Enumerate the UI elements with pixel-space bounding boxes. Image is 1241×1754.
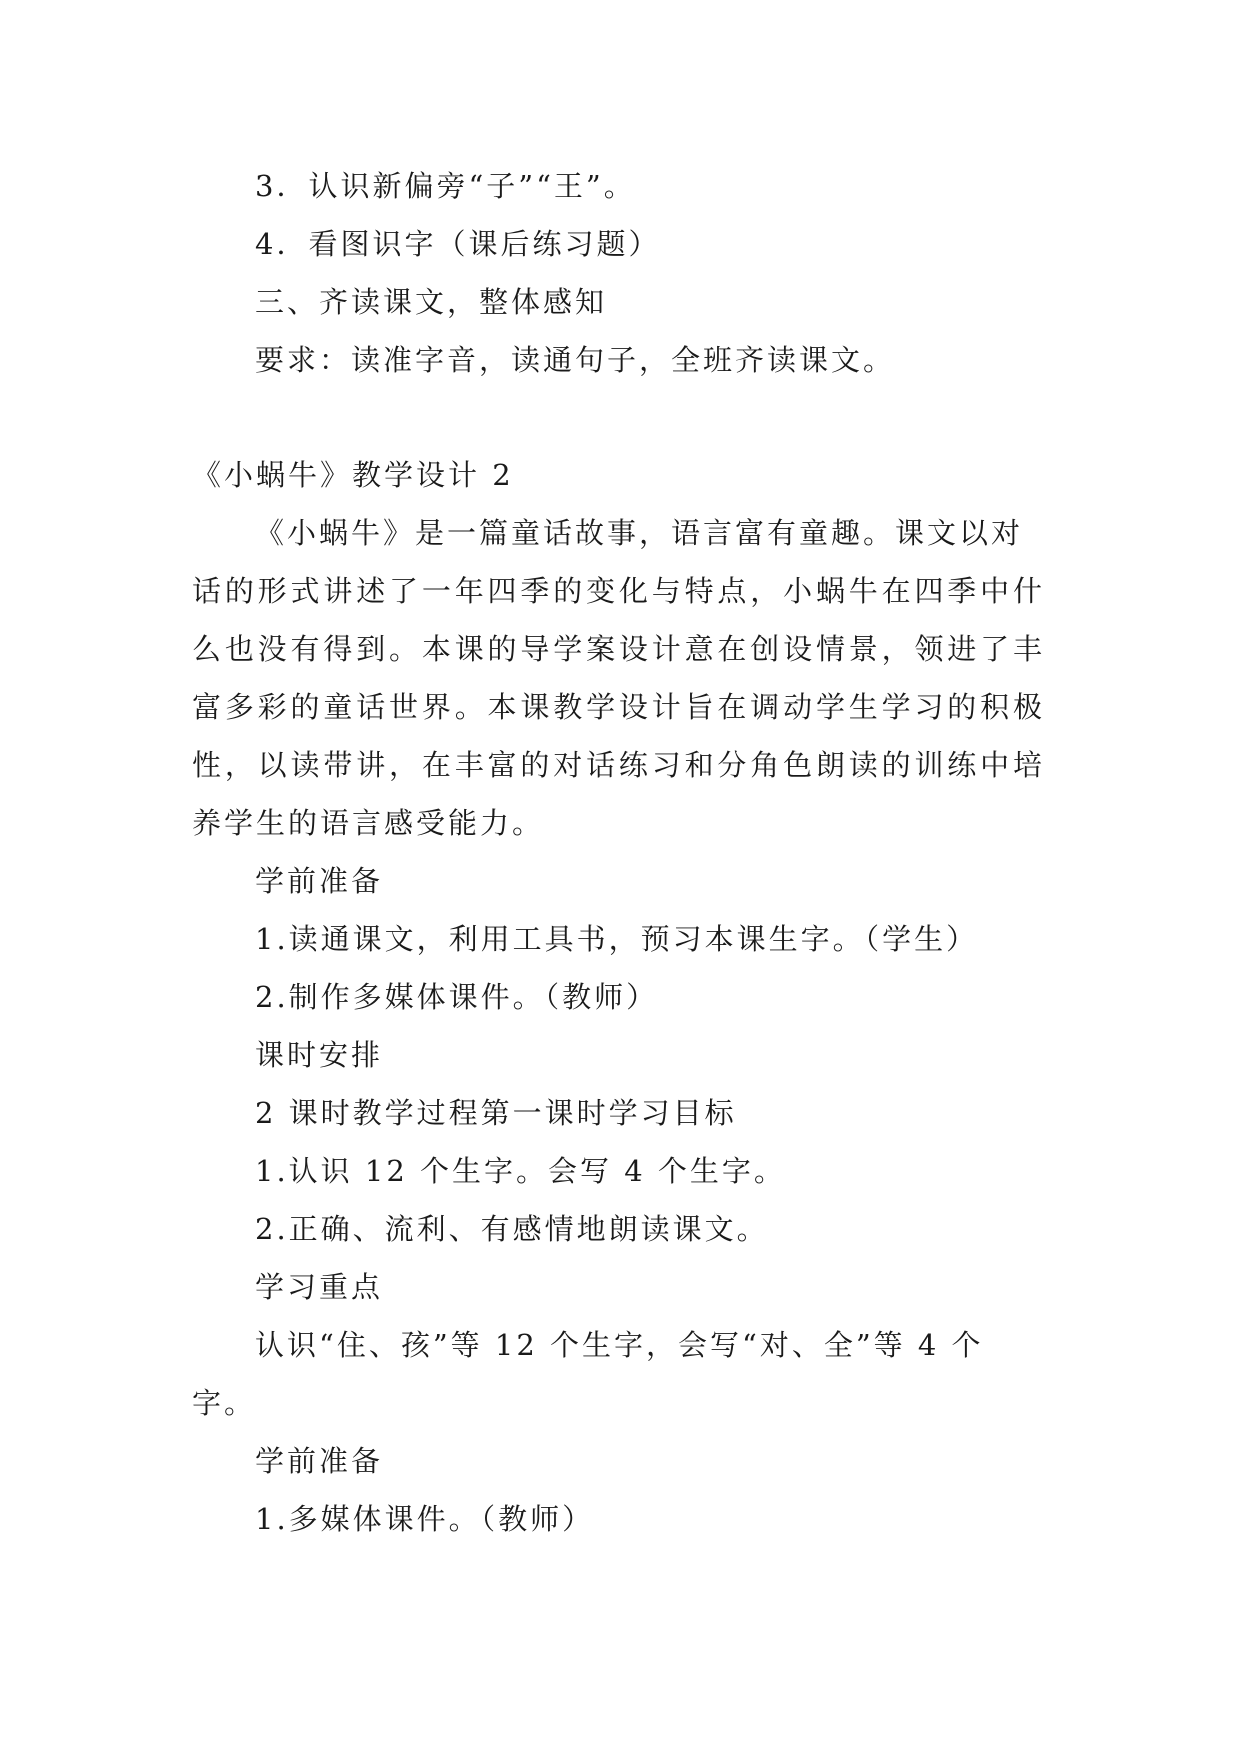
prep-heading-1: 学前准备 [255, 864, 384, 898]
goal-2: 2.正确、流利、有感情地朗读课文。 [255, 1212, 769, 1246]
requirement-text: 要求：读准字音，读通句子，全班齐读课文。 [255, 343, 896, 377]
key-points-line-1: 认识“住、孩”等 12 个生字，会写“对、全”等 4 个 [255, 1328, 984, 1362]
key-points-heading: 学习重点 [255, 1270, 384, 1304]
article-title: 《小蜗牛》教学设计 2 [192, 458, 514, 492]
prep-item-2: 2.制作多媒体课件。（教师） [255, 980, 659, 1014]
goal-1: 1.认识 12 个生字。会写 4 个生字。 [255, 1154, 786, 1188]
intro-line-5: 性，以读带讲，在丰富的对话练习和分角色朗读的训练中培 [192, 748, 1045, 782]
intro-line-4: 富多彩的童话世界。本课教学设计旨在调动学生学习的积极 [192, 690, 1045, 724]
section-heading-3: 三、齐读课文，整体感知 [255, 285, 608, 319]
key-points-line-2: 字。 [192, 1386, 257, 1420]
prep-heading-2: 学前准备 [255, 1444, 384, 1478]
list-item-3: 3．认识新偏旁“子”“王”。 [255, 169, 636, 203]
schedule-heading: 课时安排 [255, 1038, 384, 1072]
prep2-item-1: 1.多媒体课件。（教师） [255, 1502, 595, 1536]
intro-line-3: 么也没有得到。本课的导学案设计意在创设情景，领进了丰 [192, 632, 1045, 666]
intro-line-1: 《小蜗牛》是一篇童话故事，语言富有童趣。课文以对 [255, 516, 1024, 550]
intro-line-6: 养学生的语言感受能力。 [192, 806, 545, 840]
list-item-4: 4．看图识字（课后练习题） [255, 227, 661, 261]
intro-line-2: 话的形式讲述了一年四季的变化与特点，小蜗牛在四季中什 [192, 574, 1045, 608]
schedule-detail: 2 课时教学过程第一课时学习目标 [255, 1096, 737, 1130]
prep-item-1: 1.读通课文，利用工具书，预习本课生字。（学生） [255, 922, 979, 956]
